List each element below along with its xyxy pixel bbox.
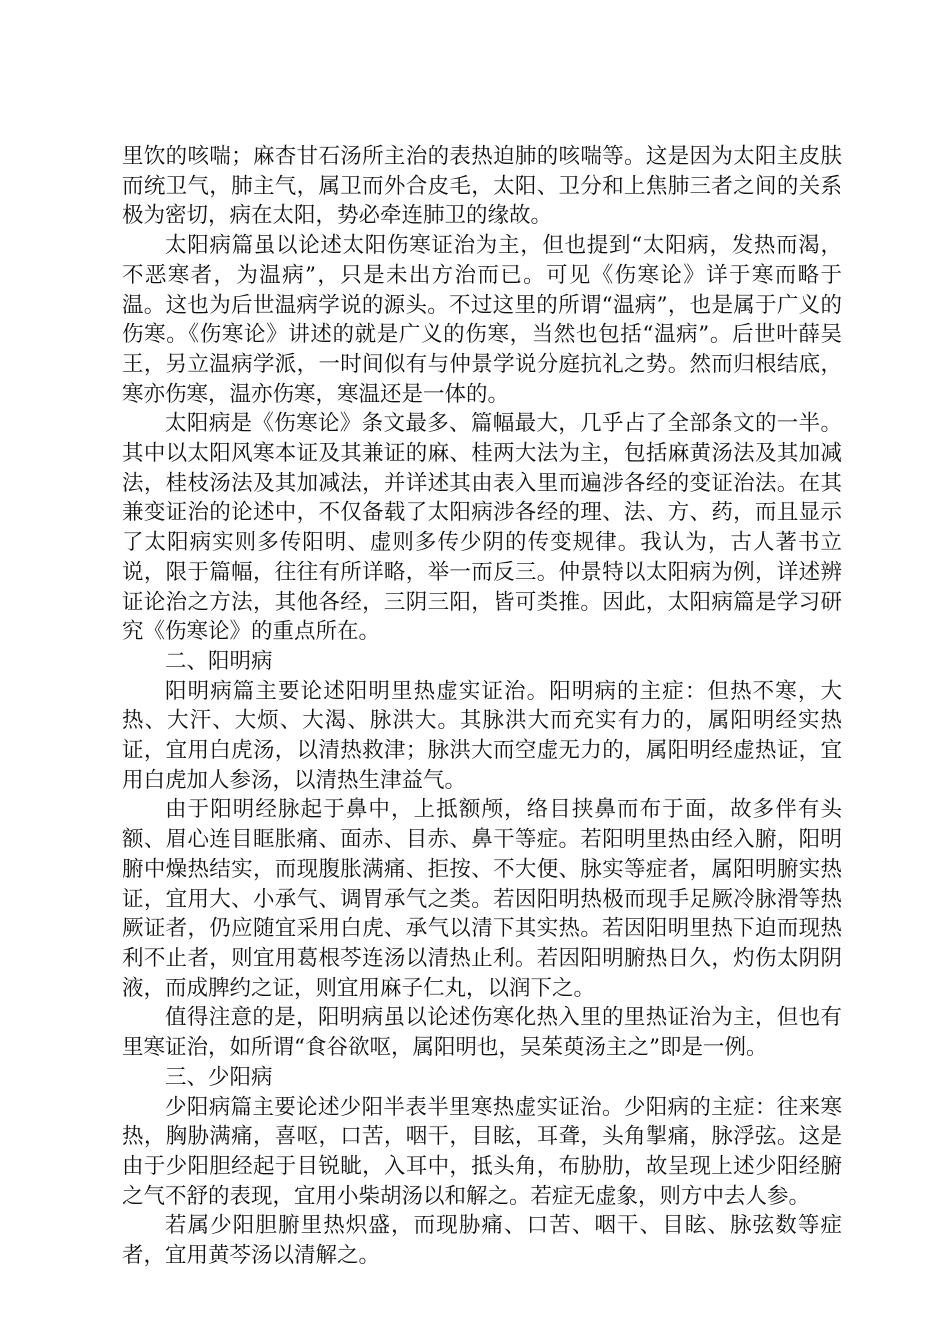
paragraph-5: 由于阳明经脉起于鼻中，上抵额颅，络目挟鼻而布于面，故多伴有头额、眉心连目眶胀痛、面赤、目赤、鼻干等症。若阳明里热由经入腑，阳明腑中燥热结实，而现腹胀满痛、拒按、不大便、脉实等症者，属阳明腑实热证，宜用大、小承气、调胃承气之类。若因阳明热极而现手足厥冷脉滑等热厥证者，仍应随宜采用白虎、承气以清下其实热。若因阳明里热下迫而现热利不止者，则宜用葛根芩连汤以清热止利。若因阳明腑热日久，灼伤太阴阴液，而成脾约之证，则宜用麻子仁丸，以润下之。 bbox=[122, 797, 842, 1001]
paragraph-4: 阳明病篇主要论述阳明里热虚实证治。阳明病的主症：但热不寒，大热、大汗、大烦、大渴、脉洪大。其脉洪大而充实有力的，属阳明经实热证，宜用白虎汤，以清热救津；脉洪大而空虚无力的，属阳明经虚热证，宜用白虎加人参汤，以清热生津益气。 bbox=[122, 678, 842, 793]
paragraph-7: 少阳病篇主要论述少阳半表半里寒热虚实证治。少阳病的主症：往来寒热，胸胁满痛，喜呕，口苦，咽干，目眩，耳聋，头角掣痛，脉浮弦。这是由于少阳胆经起于目锐眦，入耳中，抵头角，布胁肋，故呈现上述少阳经腑之气不舒的表现，宜用小柴胡汤以和解之。若症无虚象，则方中去人参。 bbox=[122, 1094, 842, 1209]
paragraph-2: 太阳病篇虽以论述太阳伤寒证治为主，但也提到“太阳病，发热而渴，不恶寒者，为温病”，只是未出方治而已。可见《伤寒论》详于寒而略于温。这也为后世温病学说的源头。不过这里的所谓“温病”，也是属于广义的伤寒。《伤寒论》讲述的就是广义的伤寒，当然也包括“温病”。后世叶薛吴王，另立温病学派，一时间似有与仲景学说分庭抗礼之势。然而归根结底，寒亦伤寒，温亦伤寒，寒温还是一体的。 bbox=[122, 233, 842, 407]
paragraph-6: 值得注意的是，阳明病虽以论述伤寒化热入里的里热证治为主，但也有里寒证治，如所谓“食谷欲呕，属阳明也，吴茱萸汤主之”即是一例。 bbox=[122, 1005, 842, 1061]
paragraph-1: 里饮的咳喘；麻杏甘石汤所主治的表热迫肺的咳喘等。这是因为太阳主皮肤而统卫气，肺主气，属卫而外合皮毛，太阳、卫分和上焦肺三者之间的关系极为密切，病在太阳，势必牵连肺卫的缘故。 bbox=[122, 144, 842, 229]
section-heading-yangming: 二、阳明病 bbox=[165, 648, 273, 674]
paragraph-3: 太阳病是《伤寒论》条文最多、篇幅最大，几乎占了全部条文的一半。其中以太阳风寒本证及其兼证的麻、桂两大法为主，包括麻黄汤法及其加减法，桂枝汤法及其加减法，并详述其由表入里而遍涉各经的变证治法。在其兼变证治的论述中，不仅备载了太阳病涉各经的理、法、方、药，而且显示了太阳病实则多传阳明、虚则多传少阴的传变规律。我认为，古人著书立说，限于篇幅，往往有所详略，举一而反三。仲景特以太阳病为例，详述辨证论治之方法，其他各经，三阴三阳，皆可类推。因此，太阳病篇是学习研究《伤寒论》的重点所在。 bbox=[122, 411, 842, 645]
section-heading-shaoyang: 三、少阳病 bbox=[165, 1064, 273, 1090]
body-text bbox=[122, 142, 842, 1271]
paragraph-8: 若属少阳胆腑里热炽盛，而现胁痛、口苦、咽干、目眩、脉弦数等症者，宜用黄芩汤以清解之。 bbox=[122, 1213, 842, 1269]
